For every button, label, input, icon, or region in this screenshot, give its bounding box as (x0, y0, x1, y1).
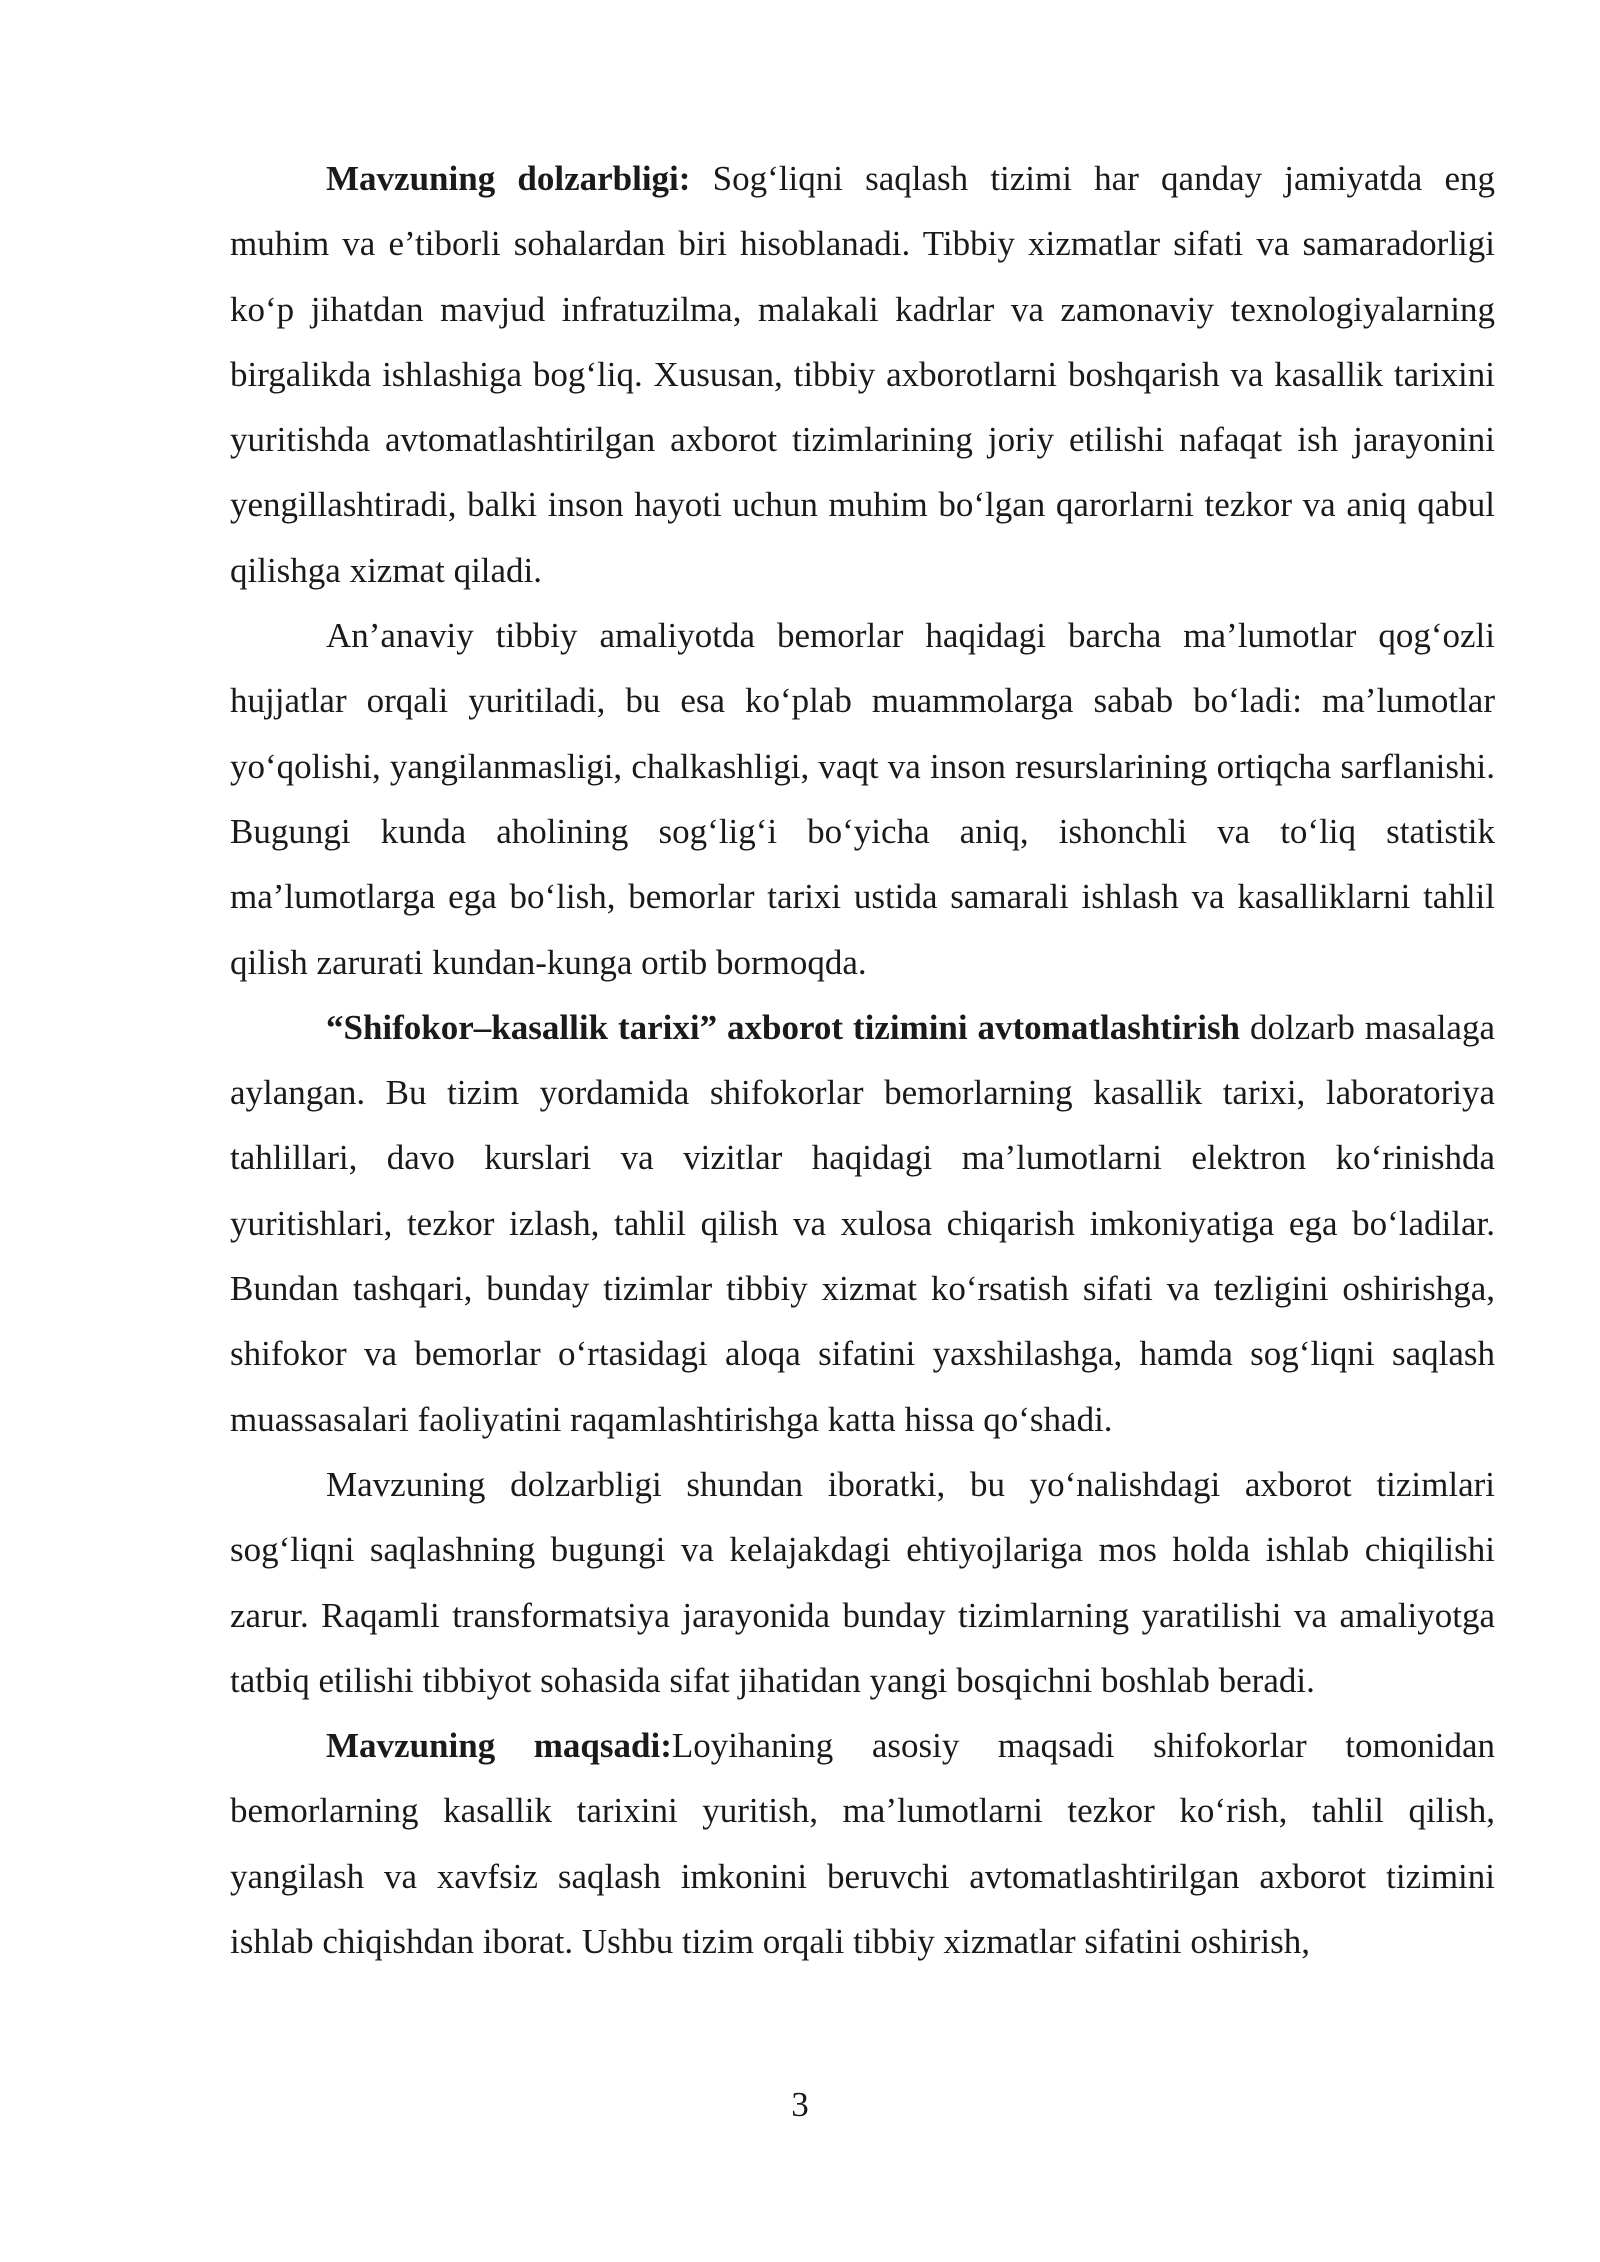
paragraph-text: Sog‘liqni saqlash tizimi har qanday jamiyatda eng muhim va e’tiborli sohalardan biri hisoblanadi. Tibbiy xizmatlar sifati va samaradorligi ko‘p jihatdan mavjud infratuzilma, malakali kadrlar va zamonaviy texnologiyalarning birgalikda ishlashiga bog‘liq. Xususan, tibbiy axborotlarni boshqarish va kasallik tarixini yuritishda avtomatlashtirilgan axborot tizimlarining joriy etilishi nafaqat ish jarayonini yengillashtiradi, balki inson hayoti uchun muhim bo‘lgan qarorlarni tezkor va aniq qabul qilishga xizmat qiladi. (230, 159, 1495, 590)
body-text (230, 146, 1495, 1974)
paragraph-text: Loyihaning asosiy maqsadi shifokorlar tomonidan bemorlarning kasallik tarixini yuritish, ma’lumotlarni tezkor ko‘rish, tahlil qilish, yangilash va xavfsiz saqlash imkonini beruvchi avtomatlashtirilgan axborot tizimini ishlab chiqishdan iborat. Ushbu tizim orqali tibbiy xizmatlar sifatini oshirish, (230, 1726, 1496, 1962)
paragraph-heading: Mavzuning maqsadi: (326, 1726, 672, 1766)
paragraph-system-automation (230, 995, 1495, 1452)
paragraph-relevance (230, 146, 1495, 603)
paragraph-heading: “Shifokor–kasallik tarixi” axborot tizimini avtomatlashtirish (326, 1007, 1241, 1047)
paragraph-goal (230, 1713, 1495, 1974)
paragraph-traditional-practice (230, 603, 1495, 995)
paragraph-text: Mavzuning dolzarbligi shundan iboratki, bu yo‘nalishdagi axborot tizimlari sog‘liqni saqlashning bugungi va kelajakdagi ehtiyojlariga mos holda ishlab chiqilishi zarur. Raqamli transformatsiya jarayonida bunday tizimlarning yaratilishi va amaliyotga tatbiq etilishi tibbiyot sohasida sifat jihatidan yangi bosqichni boshlab beradi. (230, 1464, 1495, 1700)
page-number: 3 (791, 2085, 809, 2124)
paragraph-relevance-summary (230, 1452, 1495, 1713)
paragraph-text: An’anaviy tibbiy amaliyotda bemorlar haqidagi barcha ma’lumotlar qog‘ozli hujjatlar orqali yuritiladi, bu esa ko‘plab muammolarga sabab bo‘ladi: ma’lumotlar yo‘qolishi, yangilanmasligi, chalkashligi, vaqt va inson resurslarining ortiqcha sarflanishi. Bugungi kunda aholining sog‘lig‘i bo‘yicha aniq, ishonchli va to‘liq statistik ma’lumotlarga ega bo‘lish, bemorlar tarixi ustida samarali ishlash va kasalliklarni tahlil qilish zarurati kundan-kunga ortib bormoqda. (230, 616, 1495, 982)
paragraph-text: dolzarb masalaga aylangan. Bu tizim yordamida shifokorlar bemorlarning kasallik tarixi, laboratoriya tahlillari, davo kurslari va vizitlar haqidagi ma’lumotlarni elektron ko‘rinishda yuritishlari, tezkor izlash, tahlil qilish va xulosa chiqarish imkoniyatiga ega bo‘ladilar. Bundan tashqari, bunday tizimlar tibbiy xizmat ko‘rsatish sifati va tezligini oshirishga, shifokor va bemorlar o‘rtasidagi aloqa sifatini yaxshilashga, hamda sog‘liqni saqlash muassasalari faoliyatini raqamlashtirishga katta hissa qo‘shadi. (230, 1007, 1495, 1439)
paragraph-heading: Mavzuning dolzarbligi: (326, 159, 691, 198)
